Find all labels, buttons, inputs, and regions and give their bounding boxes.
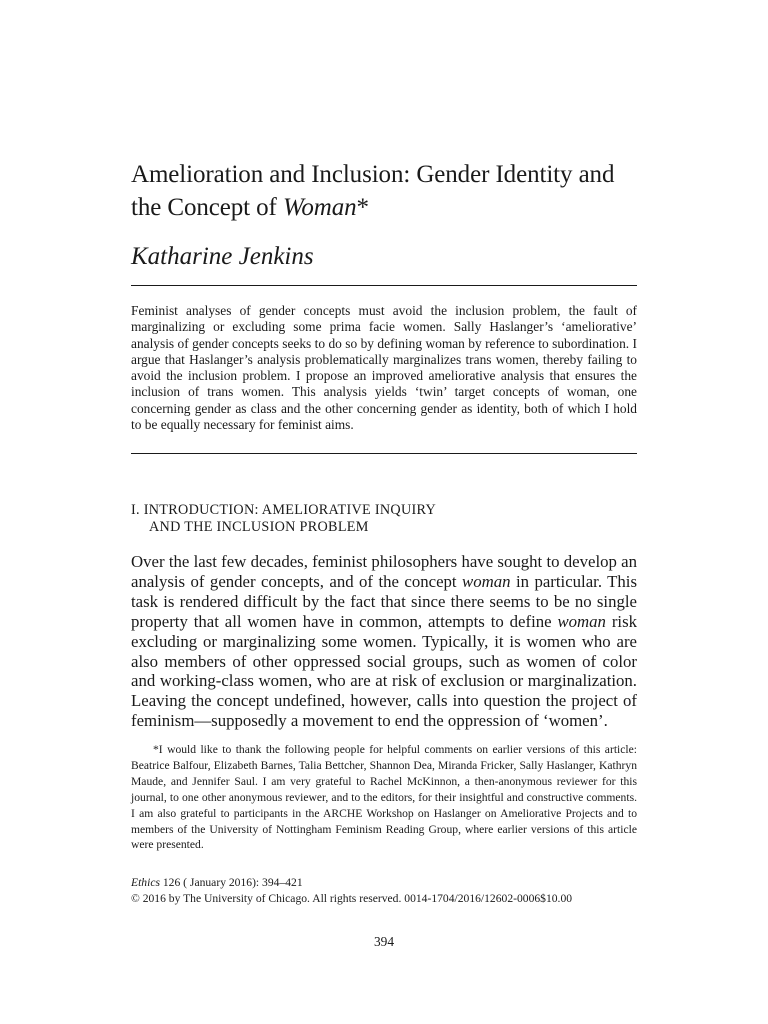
body-text-part1: Over the last few decades, feminist philosophers have sought to develop an analysis of gender concepts, and of the concept [131, 552, 637, 591]
section-heading [131, 502, 637, 536]
body-italic-woman-2: woman [557, 611, 606, 631]
body-text-part2: in particular. This task is rendered difficult by the fact that since there seems to be no single property that all women have in common, attempts to define [131, 571, 638, 631]
author-name: Katharine Jenkins [131, 243, 314, 270]
copyright-line: © 2016 by The University of Chicago. All rights reserved. 0014-1704/2016/12602-0006$10.00 [131, 891, 573, 905]
abstract: Feminist analyses of gender concepts must avoid the inclusion problem, the fault of marginalizing or excluding some prima facie women. Sally Haslanger’s ‘ameliorative’ analysis of gender concepts seeks to do so by defining woman by reference to subordination. I argue that Haslanger’s analysis problematically marginalizes trans women, thereby failing to avoid the inclusion problem. I propose an improved ameliorative analysis that ensures the inclusion of trans women. This analysis yields ‘twin’ target concepts of woman, one concerning gender as class and the other concerning gender as identity, both of which I hold to be equally necessary for feminist aims. [131, 303, 637, 433]
journal-citation [131, 875, 637, 891]
abstract-top-rule [131, 285, 637, 286]
title-text: Amelioration and Inclusion: Gender Identity and the Concept of [131, 161, 615, 221]
title-footnote-mark: * [356, 194, 369, 221]
journal-name: Ethics [131, 876, 160, 889]
body-paragraph [131, 552, 637, 731]
title-italic-woman: Woman [282, 194, 357, 221]
acknowledgment-footnote: *I would like to thank the following people for helpful comments on earlier versions of this article: Beatrice Balfour, Elizabeth Barnes, Talia Bettcher, Shannon Dea, Miranda Fricker, Sally Haslanger, Kathryn Maude, and Jennifer Saul. I am very grateful to Rachel McKinnon, a then-anonymous reviewer for this journal, to one other anonymous reviewer, and to the editors, for their insightful and constructive comments. I am also grateful to participants in the ARCHE Workshop on Haslanger on Ameliorative Projects and to members of the University of Nottingham Feminism Reading Group, where earlier versions of this article were presented. [131, 743, 637, 852]
section-heading-line1: I. INTRODUCTION: AMELIORATIVE INQUIRY [131, 502, 437, 518]
section-heading-line2: AND THE INCLUSION PROBLEM [149, 519, 369, 535]
page-number: 394 [373, 934, 395, 949]
article-title [131, 158, 637, 224]
abstract-bottom-rule [131, 453, 637, 454]
journal-citation-block [131, 875, 637, 906]
body-italic-woman-1: woman [462, 571, 511, 591]
journal-volume-pages: 126 ( January 2016): 394–421 [159, 876, 303, 889]
body-text-part3: risk excluding or marginalizing some women. Typically, it is women who are also members of other oppressed social groups, such as women of color and working-class women, who are at risk of exclusion or marginalization. Leaving the concept undefined, however, calls into question the project of feminism—supposedly a movement to end the oppression of ‘women’. [131, 611, 637, 731]
